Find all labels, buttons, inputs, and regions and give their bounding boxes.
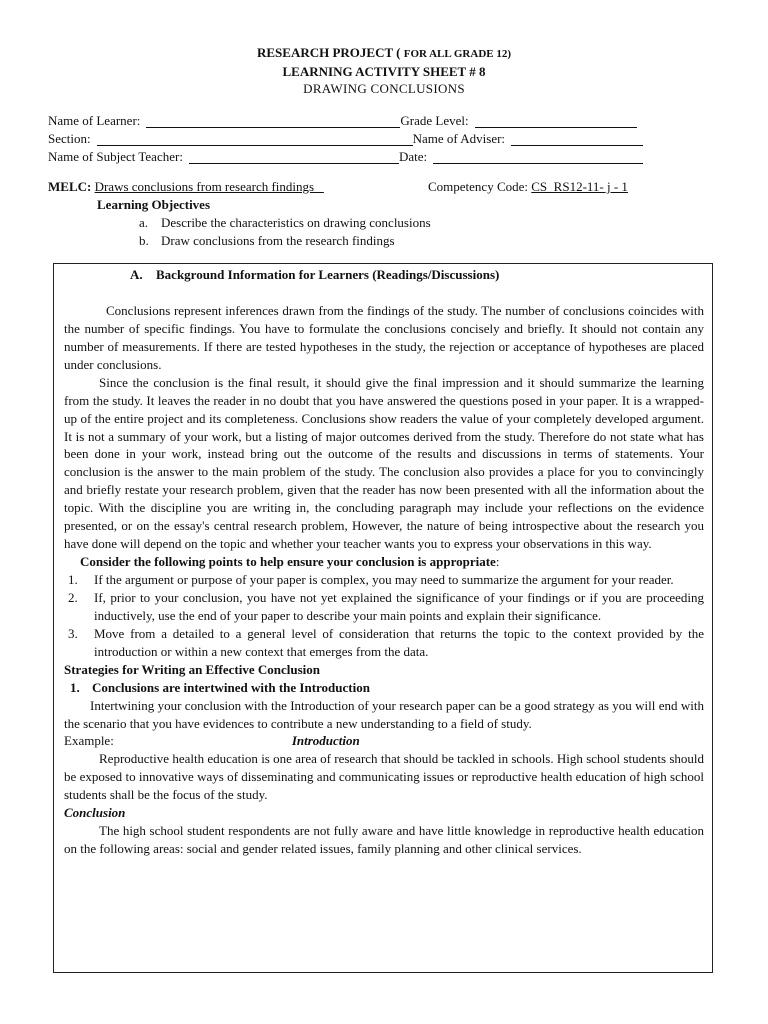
name-of-learner-label: Name of Learner: — [48, 113, 141, 129]
point-text: Move from a detailed to a general level of consideration that returns the topic to the context provided by the introduction or within a new context that emerges from the data. — [94, 625, 704, 659]
document-header — [0, 44, 768, 97]
list-item — [64, 589, 704, 625]
consider-points-heading — [64, 553, 704, 571]
conclusion-label: Conclusion — [64, 805, 126, 821]
learning-objectives — [97, 196, 431, 250]
field-row — [48, 112, 728, 130]
section-marker: A. — [130, 267, 143, 282]
consider-colon: : — [495, 554, 500, 570]
title-main: RESEARCH PROJECT ( — [256, 45, 404, 60]
title-grade: FOR ALL GRADE 12) — [403, 48, 512, 60]
list-item — [64, 571, 704, 589]
paragraph: Intertwining your conclusion with the Introduction of your research paper can be a good strategy as you will end with the scenario that you have evidences to contribute a new understanding to a field of study. — [64, 697, 704, 731]
melc-underline-space — [314, 179, 324, 194]
strategy-heading — [64, 679, 704, 697]
point-text: If, prior to your conclusion, you have not yet explained the significance of your findings or if you are proceeding inductively, use the end of your paper to describe your main points and explain their significance. — [94, 589, 704, 623]
field-row — [48, 148, 728, 166]
melc-label: MELC: — [48, 179, 92, 194]
objective-text: Describe the characteristics on drawing conclusions — [161, 214, 431, 230]
competency-code-group — [428, 178, 628, 196]
grade-level-line[interactable] — [475, 114, 637, 128]
spacer — [64, 284, 704, 302]
competency-code-label: Competency Code: — [428, 179, 529, 194]
example-row — [64, 732, 704, 750]
name-of-adviser-line[interactable] — [511, 132, 643, 146]
list-marker: 1. — [68, 572, 78, 587]
subject-teacher-label: Name of Subject Teacher: — [48, 149, 183, 165]
competency-code: CS_RS12-11- j - 1 — [531, 179, 628, 194]
name-of-adviser-label: Name of Adviser: — [412, 131, 506, 147]
section-line[interactable] — [97, 132, 413, 146]
subject-teacher-line[interactable] — [189, 150, 399, 164]
date-line[interactable] — [433, 150, 643, 164]
objectives-list — [97, 214, 431, 250]
introduction-label: Introduction — [291, 733, 360, 749]
date-label: Date: — [398, 149, 428, 165]
objective-text: Draw conclusions from the research findings — [161, 232, 395, 248]
section-a-heading — [130, 266, 704, 284]
learner-info-fields — [48, 112, 728, 166]
background-information-box — [53, 263, 713, 973]
section-title: Background Information for Learners (Readings/Discussions) — [156, 267, 500, 282]
list-marker: 3. — [68, 625, 78, 641]
list-marker: 1. — [70, 679, 80, 695]
activity-topic: DRAWING CONCLUSIONS — [303, 81, 465, 96]
name-of-learner-line[interactable] — [146, 114, 400, 128]
strategy-title: Conclusions are intertwined with the Introduction — [92, 679, 370, 695]
list-marker: b. — [139, 232, 149, 248]
grade-level-label: Grade Level: — [400, 113, 469, 129]
section-label: Section: — [48, 131, 91, 147]
paragraph: Since the conclusion is the final result, it should give the final impression and it should summarize the learning from the study. It leaves the reader in no doubt that you have answered the questions posed in your paper. It is a wrapped-up of the entire project and its completeness. Conclusions show readers the value of your completely developed argument. It is not a summary of your work, but a listing of major outcomes derived from the study. Therefore do not state what has been done in your work, instead bring out the outcome of the results and discussions in terms of statements. Your conclusion is the answer to the main problem of the study. The conclusion also provides a place for you to convincingly and briefly restate your research problem, given that the reader has now been presented with all the information about the topic. With the discipline you are writing in, the concluding paragraph may include your reflections on the evidence presented, or on the essay's central research problem, However, the nature of being introspective about the research you have done will depend on the topic and whether your teacher wants you to express your observations in this way. — [64, 374, 704, 552]
learning-objectives-heading: Learning Objectives — [97, 197, 211, 212]
melc-text: Draws conclusions from research findings — [94, 179, 315, 194]
paragraph: The high school student respondents are not fully aware and have little knowledge in reproductive health education on the following areas: social and gender related issues, family planning and other clinical services. — [64, 823, 704, 857]
list-item — [139, 232, 431, 250]
paragraph: Conclusions represent inferences drawn from the findings of the study. The number of conclusions coincides with the number of specific findings. You have to formulate the conclusions concisely and briefly. It should not contain any number of measurements. If there are tested hypotheses in the study, the rejection or acceptance of hypotheses are placed under conclusions. — [64, 302, 704, 372]
list-marker: a. — [139, 214, 149, 230]
list-item — [64, 625, 704, 661]
example-label: Example: — [64, 733, 114, 749]
point-text: If the argument or purpose of your paper is complex, you may need to summarize the argument for your reader. — [94, 572, 674, 587]
consider-points-list — [64, 571, 704, 661]
document-title — [0, 44, 768, 63]
melc-row — [48, 178, 728, 196]
list-marker: 2. — [68, 589, 78, 605]
strategies-heading: Strategies for Writing an Effective Conclusion — [64, 661, 321, 677]
activity-sheet-number: LEARNING ACTIVITY SHEET # 8 — [282, 64, 486, 79]
paragraph: Reproductive health education is one area of research that should be tackled in schools. High school students should be exposed to innovative ways of disseminating and communicating issues or reproductive health education of high school students shall be the focus of the study. — [64, 751, 704, 803]
consider-heading-text: Consider the following points to help ensure your conclusion is appropriate — [80, 554, 496, 570]
field-row — [48, 130, 728, 148]
list-item — [139, 214, 431, 232]
